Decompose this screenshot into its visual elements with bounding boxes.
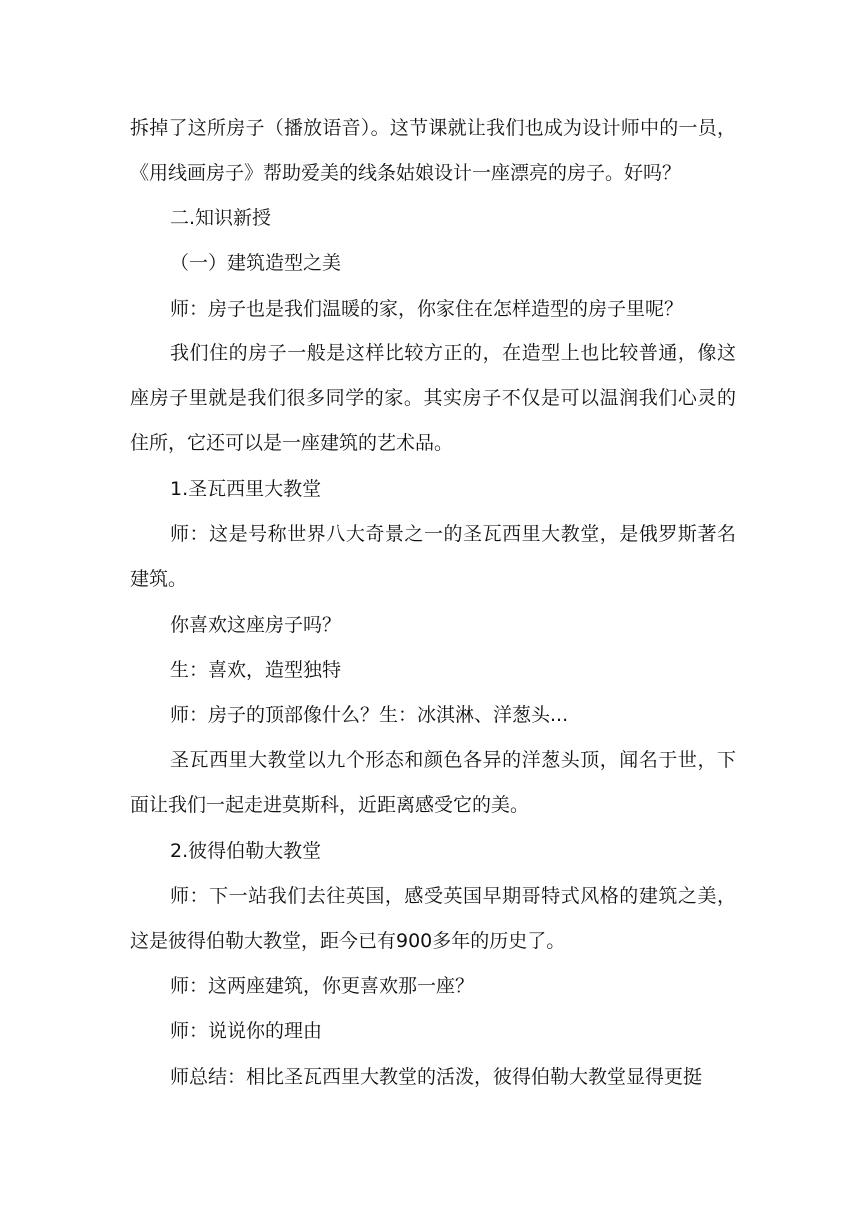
paragraph-teacher-question-home: 师：房子也是我们温暖的家，你家住在怎样造型的房子里呢？: [170, 298, 684, 320]
paragraph-peterborough-intro: 师：下一站我们去往英国，感受英国早期哥特式风格的建筑之美，这是彼得伯勒大教堂，距今已有900多年的历史了。: [130, 885, 736, 952]
paragraph-teacher-summary: 师总结：相比圣瓦西里大教堂的活泼，彼得伯勒大教堂显得更挺: [170, 1066, 703, 1088]
paragraph-which-prefer: 师：这两座建筑，你更喜欢那一座？: [170, 975, 475, 997]
section-heading-new-knowledge: 二.知识新授: [170, 207, 272, 229]
paragraph-give-reason: 师：说说你的理由: [170, 1020, 323, 1042]
paragraph-roof-question: 师：房子的顶部像什么？生：冰淇淋、洋葱头...: [170, 704, 569, 726]
paragraph-intro-continuation: 拆掉了这所房子（播放语音）。这节课就让我们也成为设计师中的一员，《用线画房子》帮助爱美的线条姑娘设计一座漂亮的房子。好吗？: [130, 117, 736, 184]
paragraph-do-you-like: 你喜欢这座房子吗？: [170, 614, 342, 636]
heading-peterborough-cathedral: 2.彼得伯勒大教堂: [170, 840, 322, 862]
paragraph-st-basils-intro: 师：这是号称世界八大奇景之一的圣瓦西里大教堂，是俄罗斯著名建筑。: [130, 523, 736, 590]
paragraph-student-answer: 生：喜欢，造型独特: [170, 659, 342, 681]
subsection-heading-architecture: （一）建筑造型之美: [170, 252, 342, 274]
paragraph-onion-domes: 圣瓦西里大教堂以九个形态和颜色各异的洋葱头顶，闻名于世，下面让我们一起走进莫斯科，近距离感受它的美。: [130, 749, 736, 816]
heading-st-basils-cathedral: 1.圣瓦西里大教堂: [170, 478, 322, 500]
paragraph-ordinary-houses: 我们住的房子一般是这样比较方正的，在造型上也比较普通，像这座房子里就是我们很多同学的家。其实房子不仅是可以温润我们心灵的住所，它还可以是一座建筑的艺术品。: [130, 342, 736, 454]
